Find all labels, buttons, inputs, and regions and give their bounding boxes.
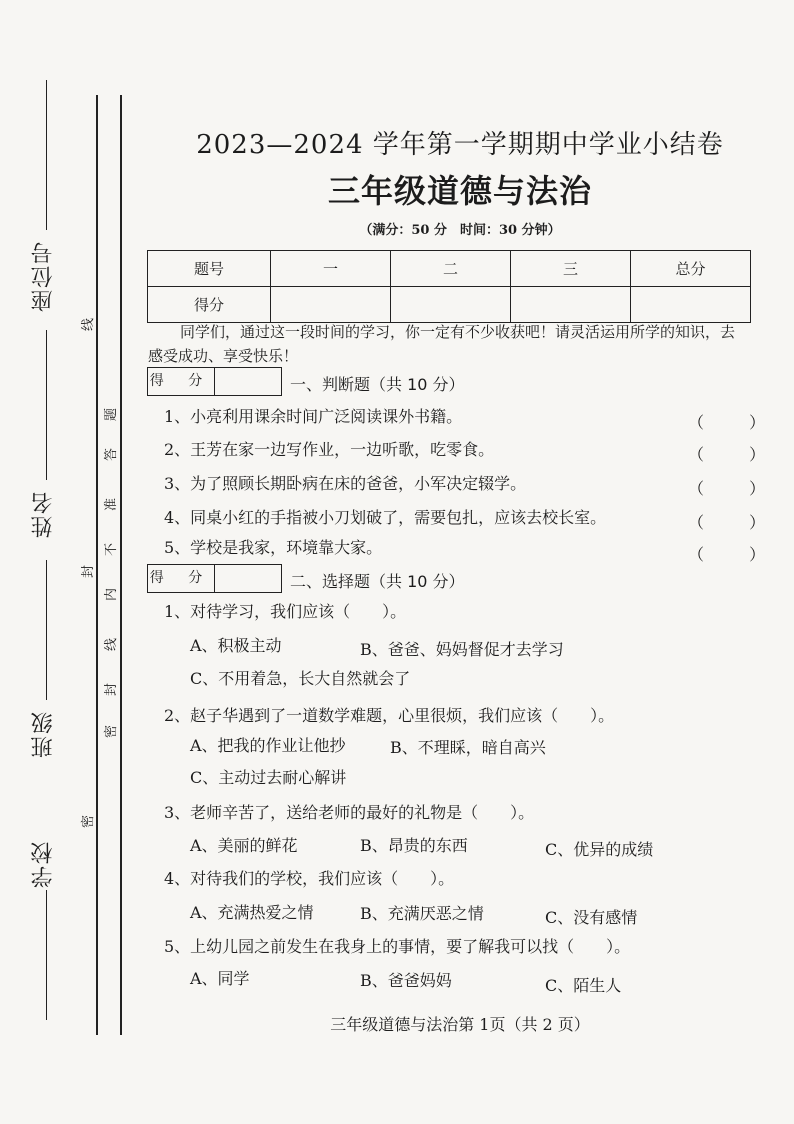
judge-question: 3、为了照顾长期卧病在床的爸爸，小军决定辍学。 [164,474,527,493]
choice-question-stem: 3、老师辛苦了，送给老师的最好的礼物是（ ）。 [164,803,535,822]
choice-option[interactable]: C、不用着急，长大自然就会了 [190,669,411,688]
part2-heading: 二、选择题（共 10 分） [290,572,465,591]
notice-char: 不 [104,542,120,557]
judge-question: 4、同桌小红的手指被小刀划破了，需要包扎，应该去校长室。 [164,508,607,527]
seat-number-blank-line [46,80,47,230]
part1-score-blank[interactable] [215,368,281,395]
seal-line-outer [96,95,98,1035]
choice-option[interactable]: C、陌生人 [545,976,622,995]
choice-option[interactable]: A、积极主动 [190,636,282,655]
choice-option[interactable]: A、美丽的鲜花 [190,836,298,855]
judge-question: 2、王芳在家一边写作业，一边听歌，吃零食。 [164,440,495,459]
score-blank-cell[interactable] [391,287,511,323]
notice-char: 密 [104,724,120,739]
choice-question-stem: 1、对待学习，我们应该（ ）。 [164,602,407,621]
choice-option[interactable]: B、不理睬，暗自高兴 [390,738,546,757]
notice-char: 内 [104,587,120,602]
choice-option[interactable]: C、优异的成绩 [545,840,654,859]
score-table-cell: 得分 [148,287,271,323]
choice-option[interactable]: C、主动过去耐心解讲 [190,768,347,787]
notice-char: 封 [104,682,120,697]
part1-heading: 一、判断题（共 10 分） [290,375,465,394]
answer-paren[interactable]: （ ） [688,545,786,564]
score-table-cell: 三 [511,251,631,287]
score-blank-cell[interactable] [271,287,391,323]
part2-score-label: 得 分 [148,565,215,592]
choice-option[interactable]: B、爸爸妈妈 [360,971,452,990]
class-label: 班级 [31,710,56,758]
answer-paren[interactable]: （ ） [688,445,786,464]
score-blank-cell[interactable] [631,287,751,323]
seat-number-label: 座位号 [31,240,56,312]
choice-option[interactable]: A、把我的作业让他抄 [190,736,346,755]
judge-question: 5、学校是我家，环境靠大家。 [164,538,383,557]
answer-paren[interactable]: （ ） [688,479,786,498]
class-blank-line [46,560,47,700]
score-table-header-row [148,251,751,287]
choice-option[interactable]: A、同学 [190,969,250,988]
score-table-score-row [148,287,751,323]
seal-char-mi: 密 [81,814,97,829]
choice-question-stem: 2、赵子华遇到了一道数学难题，心里很烦，我们应该（ ）。 [164,706,615,725]
score-table-cell: 二 [391,251,511,287]
score-blank-cell[interactable] [511,287,631,323]
part2-score-box [147,564,282,593]
part1-score-box [147,367,282,396]
choice-option[interactable]: B、爸爸、妈妈督促才去学习 [360,640,564,659]
notice-char: 题 [104,407,120,422]
notice-char: 线 [104,637,120,652]
judge-question: 1、小亮利用课余时间广泛阅读课外书籍。 [164,407,463,426]
exam-meta: （满分：50 分 时间：30 分钟） [359,223,561,238]
page-footer: 三年级道德与法治第 1页（共 2 页） [330,1015,590,1034]
school-blank-line [46,890,47,1020]
score-table-cell: 一 [271,251,391,287]
exam-title: 2023—2024 学年第一学期期中学业小结卷 [196,130,724,160]
choice-option[interactable]: B、充满厌恶之情 [360,904,484,923]
intro-text: 同学们，通过这一段时间的学习，你一定有不少收获吧！请灵活运用所学的知识，去感受成功、享受快乐！ [148,323,736,365]
choice-option[interactable]: B、昂贵的东西 [360,836,468,855]
answer-paren[interactable]: （ ） [688,513,786,532]
choice-option[interactable]: A、充满热爱之情 [190,903,314,922]
seal-char-xian: 线 [81,317,97,332]
notice-char: 准 [104,497,120,512]
name-blank-line [46,330,47,480]
seal-char-feng: 封 [81,564,97,579]
school-label: 学校 [31,840,56,888]
score-table-cell: 总分 [631,251,751,287]
answer-paren[interactable]: （ ） [688,413,786,432]
name-label: 姓名 [31,490,56,538]
score-table [147,250,751,323]
choice-question-stem: 4、对待我们的学校，我们应该（ ）。 [164,869,455,888]
choice-question-stem: 5、上幼儿园之前发生在我身上的事情，要了解我可以找（ ）。 [164,937,631,956]
score-table-cell: 题号 [148,251,271,287]
part2-score-blank[interactable] [215,565,281,592]
seal-line-inner [120,95,122,1035]
subject-title: 三年级道德与法治 [327,172,592,210]
choice-option[interactable]: C、没有感情 [545,908,638,927]
part1-score-label: 得 分 [148,368,215,395]
notice-char: 答 [104,447,120,462]
